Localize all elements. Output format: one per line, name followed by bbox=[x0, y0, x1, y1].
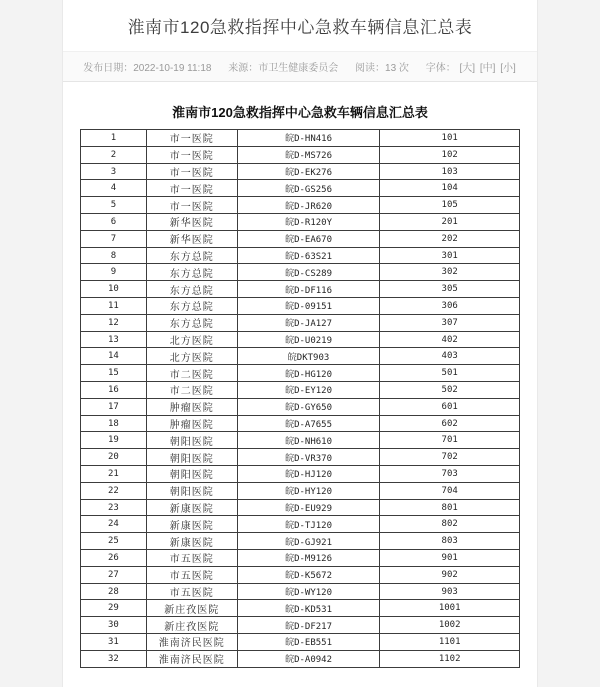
table-row bbox=[81, 583, 520, 600]
table-row bbox=[81, 180, 520, 197]
cell-index: 29 bbox=[81, 600, 147, 617]
cell-index: 2 bbox=[81, 146, 147, 163]
cell-hospital: 东方总院 bbox=[146, 298, 237, 315]
cell-code: 105 bbox=[380, 197, 520, 214]
table-row bbox=[81, 617, 520, 634]
cell-code: 104 bbox=[380, 180, 520, 197]
cell-index: 5 bbox=[81, 197, 147, 214]
table-row bbox=[81, 634, 520, 651]
cell-plate: 皖D-HY120 bbox=[237, 482, 380, 499]
cell-index: 6 bbox=[81, 214, 147, 231]
cell-plate: 皖D-09151 bbox=[237, 298, 380, 315]
cell-index: 7 bbox=[81, 230, 147, 247]
font-size-label: 字体： bbox=[425, 63, 456, 75]
cell-code: 1101 bbox=[380, 634, 520, 651]
cell-hospital: 朝阳医院 bbox=[146, 482, 237, 499]
table-row bbox=[81, 466, 520, 483]
cell-code: 902 bbox=[380, 566, 520, 583]
table-row bbox=[81, 415, 520, 432]
cell-index: 16 bbox=[81, 382, 147, 399]
table-row bbox=[81, 449, 520, 466]
cell-hospital: 市二医院 bbox=[146, 365, 237, 382]
cell-plate: 皖D-HG120 bbox=[237, 365, 380, 382]
cell-code: 102 bbox=[380, 146, 520, 163]
cell-index: 4 bbox=[81, 180, 147, 197]
cell-plate: 皖D-EU929 bbox=[237, 499, 380, 516]
cell-index: 19 bbox=[81, 432, 147, 449]
vehicle-table bbox=[80, 129, 520, 668]
cell-code: 702 bbox=[380, 449, 520, 466]
font-size-small-link[interactable]: [小] bbox=[500, 63, 516, 75]
cell-index: 32 bbox=[81, 650, 147, 667]
cell-index: 25 bbox=[81, 533, 147, 550]
cell-hospital: 市一医院 bbox=[146, 197, 237, 214]
cell-index: 26 bbox=[81, 550, 147, 567]
vehicle-table-body bbox=[81, 130, 520, 668]
cell-plate: 皖D-KD531 bbox=[237, 600, 380, 617]
content-card bbox=[62, 0, 538, 687]
table-row bbox=[81, 566, 520, 583]
cell-plate: 皖D-EB551 bbox=[237, 634, 380, 651]
cell-index: 20 bbox=[81, 449, 147, 466]
cell-hospital: 市二医院 bbox=[146, 382, 237, 399]
cell-hospital: 市一医院 bbox=[146, 146, 237, 163]
view-count: 阅读：13 次 bbox=[355, 63, 409, 75]
table-row bbox=[81, 214, 520, 231]
font-size-medium-link[interactable]: [中] bbox=[479, 63, 496, 75]
cell-code: 704 bbox=[380, 482, 520, 499]
cell-plate: 皖D-M9126 bbox=[237, 550, 380, 567]
table-row bbox=[81, 130, 520, 147]
cell-code: 502 bbox=[380, 382, 520, 399]
cell-code: 801 bbox=[380, 499, 520, 516]
table-row bbox=[81, 516, 520, 533]
cell-code: 802 bbox=[380, 516, 520, 533]
cell-plate: 皖D-HN416 bbox=[237, 130, 380, 147]
cell-plate: 皖D-R120Y bbox=[237, 214, 380, 231]
table-row bbox=[81, 331, 520, 348]
cell-code: 701 bbox=[380, 432, 520, 449]
cell-hospital: 市一医院 bbox=[146, 180, 237, 197]
table-row bbox=[81, 550, 520, 567]
cell-code: 601 bbox=[380, 398, 520, 415]
cell-code: 602 bbox=[380, 415, 520, 432]
cell-hospital: 朝阳医院 bbox=[146, 449, 237, 466]
cell-plate: 皖D-WY120 bbox=[237, 583, 380, 600]
table-title: 淮南市120急救指挥中心急救车辆信息汇总表 bbox=[172, 105, 428, 121]
cell-plate: 皖D-HJ120 bbox=[237, 466, 380, 483]
cell-code: 402 bbox=[380, 331, 520, 348]
cell-code: 302 bbox=[380, 264, 520, 281]
cell-code: 403 bbox=[380, 348, 520, 365]
table-row bbox=[81, 482, 520, 499]
cell-plate: 皖D-A0942 bbox=[237, 650, 380, 667]
cell-index: 11 bbox=[81, 298, 147, 315]
cell-hospital: 市五医院 bbox=[146, 550, 237, 567]
cell-plate: 皖D-A7655 bbox=[237, 415, 380, 432]
table-row bbox=[81, 314, 520, 331]
cell-hospital: 东方总院 bbox=[146, 247, 237, 264]
cell-hospital: 新康医院 bbox=[146, 516, 237, 533]
cell-index: 3 bbox=[81, 163, 147, 180]
page-title: 淮南市120急救指挥中心急救车辆信息汇总表 bbox=[127, 18, 473, 37]
cell-plate: 皖D-NH610 bbox=[237, 432, 380, 449]
cell-plate: 皖D-JA127 bbox=[237, 314, 380, 331]
cell-hospital: 朝阳医院 bbox=[146, 466, 237, 483]
cell-hospital: 北方医院 bbox=[146, 331, 237, 348]
table-row bbox=[81, 298, 520, 315]
cell-index: 14 bbox=[81, 348, 147, 365]
cell-index: 30 bbox=[81, 617, 147, 634]
cell-index: 27 bbox=[81, 566, 147, 583]
cell-index: 12 bbox=[81, 314, 147, 331]
cell-plate: 皖D-EA670 bbox=[237, 230, 380, 247]
cell-hospital: 市一医院 bbox=[146, 130, 237, 147]
cell-code: 202 bbox=[380, 230, 520, 247]
cell-hospital: 新庄孜医院 bbox=[146, 617, 237, 634]
cell-hospital: 肿瘤医院 bbox=[146, 398, 237, 415]
cell-index: 17 bbox=[81, 398, 147, 415]
cell-plate: 皖D-DF116 bbox=[237, 281, 380, 298]
cell-index: 24 bbox=[81, 516, 147, 533]
cell-plate: 皖DKT903 bbox=[237, 348, 380, 365]
cell-plate: 皖D-EK276 bbox=[237, 163, 380, 180]
table-row bbox=[81, 197, 520, 214]
cell-hospital: 东方总院 bbox=[146, 264, 237, 281]
table-row bbox=[81, 281, 520, 298]
cell-hospital: 东方总院 bbox=[146, 281, 237, 298]
cell-plate: 皖D-JR620 bbox=[237, 197, 380, 214]
cell-plate: 皖D-VR370 bbox=[237, 449, 380, 466]
table-row bbox=[81, 146, 520, 163]
cell-code: 703 bbox=[380, 466, 520, 483]
cell-code: 803 bbox=[380, 533, 520, 550]
cell-hospital: 新华医院 bbox=[146, 230, 237, 247]
table-row bbox=[81, 382, 520, 399]
table-row bbox=[81, 264, 520, 281]
cell-code: 501 bbox=[380, 365, 520, 382]
table-row bbox=[81, 348, 520, 365]
cell-code: 306 bbox=[380, 298, 520, 315]
cell-code: 301 bbox=[380, 247, 520, 264]
cell-code: 305 bbox=[380, 281, 520, 298]
cell-plate: 皖D-MS726 bbox=[237, 146, 380, 163]
cell-hospital: 北方医院 bbox=[146, 348, 237, 365]
cell-hospital: 朝阳医院 bbox=[146, 432, 237, 449]
table-row bbox=[81, 600, 520, 617]
cell-hospital: 市五医院 bbox=[146, 583, 237, 600]
table-row bbox=[81, 432, 520, 449]
cell-plate: 皖D-CS289 bbox=[237, 264, 380, 281]
table-row bbox=[81, 365, 520, 382]
cell-index: 22 bbox=[81, 482, 147, 499]
cell-plate: 皖D-TJ120 bbox=[237, 516, 380, 533]
cell-code: 1102 bbox=[380, 650, 520, 667]
cell-code: 903 bbox=[380, 583, 520, 600]
table-row bbox=[81, 533, 520, 550]
cell-hospital: 市一医院 bbox=[146, 163, 237, 180]
cell-plate: 皖D-GY650 bbox=[237, 398, 380, 415]
cell-hospital: 新康医院 bbox=[146, 533, 237, 550]
cell-index: 21 bbox=[81, 466, 147, 483]
cell-hospital: 市五医院 bbox=[146, 566, 237, 583]
cell-code: 901 bbox=[380, 550, 520, 567]
cell-index: 10 bbox=[81, 281, 147, 298]
cell-index: 15 bbox=[81, 365, 147, 382]
cell-hospital: 淮南济民医院 bbox=[146, 634, 237, 651]
cell-index: 23 bbox=[81, 499, 147, 516]
cell-index: 18 bbox=[81, 415, 147, 432]
table-row bbox=[81, 230, 520, 247]
cell-code: 1001 bbox=[380, 600, 520, 617]
cell-hospital: 新华医院 bbox=[146, 214, 237, 231]
cell-index: 1 bbox=[81, 130, 147, 147]
table-row bbox=[81, 650, 520, 667]
cell-index: 28 bbox=[81, 583, 147, 600]
table-row bbox=[81, 398, 520, 415]
table-row bbox=[81, 163, 520, 180]
cell-code: 101 bbox=[380, 130, 520, 147]
cell-hospital: 淮南济民医院 bbox=[146, 650, 237, 667]
cell-plate: 皖D-GJ921 bbox=[237, 533, 380, 550]
cell-plate: 皖D-EY120 bbox=[237, 382, 380, 399]
cell-plate: 皖D-K5672 bbox=[237, 566, 380, 583]
cell-code: 201 bbox=[380, 214, 520, 231]
cell-hospital: 新庄孜医院 bbox=[146, 600, 237, 617]
publish-date: 发布日期：2022-10-19 11:18 bbox=[83, 63, 212, 75]
cell-hospital: 东方总院 bbox=[146, 314, 237, 331]
cell-plate: 皖D-U0219 bbox=[237, 331, 380, 348]
font-size-switcher bbox=[426, 63, 517, 74]
cell-index: 31 bbox=[81, 634, 147, 651]
cell-code: 307 bbox=[380, 314, 520, 331]
cell-hospital: 新康医院 bbox=[146, 499, 237, 516]
source-label: 来源：市卫生健康委员会 bbox=[228, 63, 339, 75]
cell-index: 13 bbox=[81, 331, 147, 348]
font-size-large-link[interactable]: [大] bbox=[459, 63, 476, 75]
cell-plate: 皖D-GS256 bbox=[237, 180, 380, 197]
table-row bbox=[81, 247, 520, 264]
table-row bbox=[81, 499, 520, 516]
cell-index: 8 bbox=[81, 247, 147, 264]
meta-bar bbox=[63, 51, 537, 82]
cell-index: 9 bbox=[81, 264, 147, 281]
cell-code: 103 bbox=[380, 163, 520, 180]
cell-plate: 皖D-63S21 bbox=[237, 247, 380, 264]
cell-hospital: 肿瘤医院 bbox=[146, 415, 237, 432]
cell-plate: 皖D-DF217 bbox=[237, 617, 380, 634]
cell-code: 1002 bbox=[380, 617, 520, 634]
